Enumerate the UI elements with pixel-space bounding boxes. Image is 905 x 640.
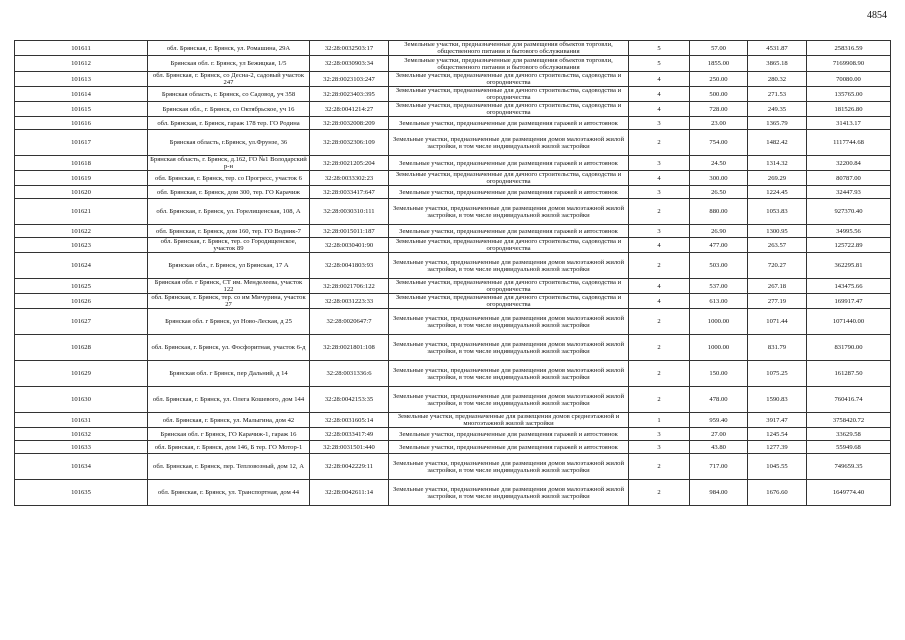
group-cell: 4 [629,279,690,294]
unit-value-cell: 1482.42 [748,130,807,156]
unit-value-cell: 1300.95 [748,225,807,238]
table-row [15,253,891,279]
cadastral-value-cell: 161287.50 [807,361,891,387]
group-cell: 3 [629,186,690,199]
cadastral-value-cell: 135765.00 [807,87,891,102]
group-cell: 3 [629,156,690,171]
row-number-cell: 101629 [15,361,148,387]
row-number-cell: 101624 [15,253,148,279]
row-number-cell: 101612 [15,56,148,72]
group-cell: 2 [629,361,690,387]
unit-value-cell: 271.53 [748,87,807,102]
page-number: 4854 [867,10,887,21]
address-cell: Брянская обл. г Брянск, ул Ново-Леская, д 25 [148,309,310,335]
group-cell: 4 [629,72,690,87]
address-cell: обл. Брянская, г. Брянск, тер. со Городищенское, участок 89 [148,238,310,253]
row-number-cell: 101618 [15,156,148,171]
table-row [15,171,891,186]
cadastral-number-cell: 32:28:0033417:49 [310,428,389,441]
cadastral-value-cell: 143475.66 [807,279,891,294]
cadastral-number-cell: 32:28:0042153:35 [310,387,389,413]
cadastral-value-cell: 31413.17 [807,117,891,130]
cadastral-number-cell: 32:28:0030401:90 [310,238,389,253]
area-cell: 1000.00 [690,335,748,361]
address-cell: обл. Брянская, г. Брянск, пер. Тепловозный, дом 12, А [148,454,310,480]
table-row [15,279,891,294]
area-cell: 500.00 [690,87,748,102]
group-cell: 2 [629,309,690,335]
area-cell: 1855.00 [690,56,748,72]
row-number-cell: 101622 [15,225,148,238]
area-cell: 503.00 [690,253,748,279]
address-cell: обл. Брянская, г. Брянск, гараж 178 тер. ГО Родина [148,117,310,130]
cadastral-number-cell: 32:28:0042611:14 [310,480,389,506]
table-row [15,480,891,506]
unit-value-cell: 1676.60 [748,480,807,506]
table-row [15,441,891,454]
cadastral-value-cell: 169917.47 [807,294,891,309]
table-row [15,87,891,102]
address-cell: Брянская обл., г. Брянск, ул Брянская, 17 А [148,253,310,279]
address-cell: обл. Брянская, г. Брянск, дом 300, тер. ГО Карачиж [148,186,310,199]
land-use-type-cell: Земельные участки, предназначенные для дачного строительства, садоводства и огородничества [389,279,629,294]
land-use-type-cell: Земельные участки, предназначенные для размещения гаражей и автостоянок [389,117,629,130]
land-use-type-cell: Земельные участки, предназначенные для размещения гаражей и автостоянок [389,225,629,238]
group-cell: 4 [629,171,690,186]
cadastral-value-cell: 32447.93 [807,186,891,199]
land-use-type-cell: Земельные участки, предназначенные для размещения домов малоэтажной жилой застройки, в том числе индивидуальной жилой застройки [389,387,629,413]
cadastral-value-cell: 181526.80 [807,102,891,117]
land-use-type-cell: Земельные участки, предназначенные для дачного строительства, садоводства и огородничества [389,171,629,186]
unit-value-cell: 1314.32 [748,156,807,171]
address-cell: Брянская обл. г Брянск, пер Дальний, д 14 [148,361,310,387]
area-cell: 537.00 [690,279,748,294]
group-cell: 4 [629,87,690,102]
area-cell: 150.00 [690,361,748,387]
row-number-cell: 101616 [15,117,148,130]
land-use-type-cell: Земельные участки, предназначенные для дачного строительства, садоводства и огородничества [389,72,629,87]
cadastral-value-cell: 70080.00 [807,72,891,87]
row-number-cell: 101619 [15,171,148,186]
cadastral-number-cell: 32:28:0031336:6 [310,361,389,387]
land-use-type-cell: Земельные участки, предназначенные для размещения домов малоэтажной жилой застройки, в том числе индивидуальной жилой застройки [389,454,629,480]
area-cell: 717.00 [690,454,748,480]
group-cell: 3 [629,441,690,454]
row-number-cell: 101635 [15,480,148,506]
land-use-type-cell: Земельные участки, предназначенные для размещения домов среднеэтажной и многоэтажной жилой застройки [389,413,629,428]
row-number-cell: 101628 [15,335,148,361]
cadastral-value-cell: 7169908.90 [807,56,891,72]
table-row [15,225,891,238]
address-cell: обл. Брянская, г. Брянск, ул. Транспортная, дом 44 [148,480,310,506]
group-cell: 3 [629,225,690,238]
area-cell: 754.00 [690,130,748,156]
group-cell: 4 [629,294,690,309]
area-cell: 27.00 [690,428,748,441]
address-cell: обл. Брянская, г. Брянск, тер. со Прогресс, участок 6 [148,171,310,186]
cadastral-number-cell: 32:28:0031605:14 [310,413,389,428]
table-row [15,413,891,428]
unit-value-cell: 1045.55 [748,454,807,480]
cadastral-number-cell: 32:28:0031223:33 [310,294,389,309]
row-number-cell: 101627 [15,309,148,335]
land-use-type-cell: Земельные участки, предназначенные для дачного строительства, садоводства и огородничества [389,238,629,253]
table-row [15,186,891,199]
row-number-cell: 101630 [15,387,148,413]
land-use-type-cell: Земельные участки, предназначенные для размещения домов малоэтажной жилой застройки, в том числе индивидуальной жилой застройки [389,130,629,156]
table-row [15,238,891,253]
address-cell: обл. Брянская, г. Брянск, со Десна-2, садовый участок 247 [148,72,310,87]
row-number-cell: 101615 [15,102,148,117]
land-use-type-cell: Земельные участки, предназначенные для размещения домов малоэтажной жилой застройки, в том числе индивидуальной жилой застройки [389,199,629,225]
cadastral-number-cell: 32:28:0041803:93 [310,253,389,279]
area-cell: 880.00 [690,199,748,225]
land-use-type-cell: Земельные участки, предназначенные для размещения гаражей и автостоянок [389,428,629,441]
area-cell: 26.90 [690,225,748,238]
row-number-cell: 101625 [15,279,148,294]
cadastral-number-cell: 32:28:0030903:34 [310,56,389,72]
cadastral-number-cell: 32:28:0023403:395 [310,87,389,102]
land-use-type-cell: Земельные участки, предназначенные для размещения домов малоэтажной жилой застройки, в том числе индивидуальной жилой застройки [389,309,629,335]
area-cell: 57.00 [690,41,748,56]
unit-value-cell: 3917.47 [748,413,807,428]
area-cell: 300.00 [690,171,748,186]
unit-value-cell: 1365.79 [748,117,807,130]
land-use-type-cell: Земельные участки, предназначенные для дачного строительства, садоводства и огородничества [389,87,629,102]
unit-value-cell: 280.32 [748,72,807,87]
cadastral-value-cell: 258316.59 [807,41,891,56]
land-use-type-cell: Земельные участки, предназначенные для размещения домов малоэтажной жилой застройки, в том числе индивидуальной жилой застройки [389,335,629,361]
cadastral-value-cell: 760416.74 [807,387,891,413]
table-row [15,56,891,72]
cadastral-number-cell: 32:28:0030310:111 [310,199,389,225]
unit-value-cell: 3865.18 [748,56,807,72]
cadastral-value-cell: 362295.81 [807,253,891,279]
cadastral-value-cell: 1649774.40 [807,480,891,506]
cadastral-value-cell: 125722.89 [807,238,891,253]
address-cell: Брянская обл. г Брянск, СТ им. Менделеева, участок 122 [148,279,310,294]
unit-value-cell: 269.29 [748,171,807,186]
land-use-type-cell: Земельные участки, предназначенные для размещения домов малоэтажной жилой застройки, в том числе индивидуальной жилой застройки [389,361,629,387]
group-cell: 5 [629,56,690,72]
land-use-type-cell: Земельные участки, предназначенные для размещения гаражей и автостоянок [389,186,629,199]
land-use-type-cell: Земельные участки, предназначенные для дачного строительства, садоводства и огородничества [389,294,629,309]
table-row [15,72,891,87]
row-number-cell: 101632 [15,428,148,441]
unit-value-cell: 1075.25 [748,361,807,387]
table-row [15,309,891,335]
unit-value-cell: 249.35 [748,102,807,117]
row-number-cell: 101634 [15,454,148,480]
address-cell: Брянская обл. г. Брянск, ул Бежицкая, 1/5 [148,56,310,72]
area-cell: 26.50 [690,186,748,199]
cadastral-number-cell: 32:28:0015011:187 [310,225,389,238]
area-cell: 250.00 [690,72,748,87]
area-cell: 613.00 [690,294,748,309]
unit-value-cell: 4531.87 [748,41,807,56]
area-cell: 477.00 [690,238,748,253]
cadastral-number-cell: 32:28:0033302:23 [310,171,389,186]
cadastral-value-cell: 927370.40 [807,199,891,225]
row-number-cell: 101613 [15,72,148,87]
cadastral-value-cell: 3758420.72 [807,413,891,428]
unit-value-cell: 1053.83 [748,199,807,225]
unit-value-cell: 1224.45 [748,186,807,199]
cadastral-value-table [14,40,891,506]
unit-value-cell: 263.57 [748,238,807,253]
table-row [15,294,891,309]
cadastral-value-cell: 1117744.68 [807,130,891,156]
group-cell: 2 [629,335,690,361]
row-number-cell: 101617 [15,130,148,156]
address-cell: обл. Брянская, г. Брянск, ул. Ромашина, 29А [148,41,310,56]
table-row [15,102,891,117]
cadastral-value-cell: 55949.68 [807,441,891,454]
unit-value-cell: 1277.39 [748,441,807,454]
table-row [15,428,891,441]
address-cell: обл. Брянская, г. Брянск, ул. Олега Кошевого, дом 144 [148,387,310,413]
row-number-cell: 101621 [15,199,148,225]
row-number-cell: 101631 [15,413,148,428]
unit-value-cell: 267.18 [748,279,807,294]
address-cell: Брянская область, г. Брянск, со Садовод, уч 358 [148,87,310,102]
address-cell: обл. Брянская, г. Брянск, ул. Фосфоритная, участок 6-д [148,335,310,361]
unit-value-cell: 1245.54 [748,428,807,441]
group-cell: 3 [629,428,690,441]
group-cell: 2 [629,480,690,506]
area-cell: 984.00 [690,480,748,506]
table-row [15,41,891,56]
cadastral-value-cell: 80787.00 [807,171,891,186]
group-cell: 1 [629,413,690,428]
cadastral-number-cell: 32:28:0032008:209 [310,117,389,130]
group-cell: 2 [629,454,690,480]
table-row [15,454,891,480]
cadastral-value-cell: 1071440.00 [807,309,891,335]
address-cell: Брянская обл. г Брянск, ГО Карачиж-1, гараж 16 [148,428,310,441]
cadastral-number-cell: 32:28:0021706:122 [310,279,389,294]
row-number-cell: 101623 [15,238,148,253]
table-row [15,335,891,361]
land-use-type-cell: Земельные участки, предназначенные для размещения объектов торговли, общественного питания и бытового обслуживания [389,41,629,56]
cadastral-number-cell: 32:28:0020647:7 [310,309,389,335]
address-cell: обл. Брянская, г. Брянск, дом 146, Б тер. ГО Мотор-1 [148,441,310,454]
cadastral-number-cell: 32:28:0033417:647 [310,186,389,199]
land-use-type-cell: Земельные участки, предназначенные для дачного строительства, садоводства и огородничества [389,102,629,117]
table-row [15,130,891,156]
address-cell: обл. Брянская, г. Брянск, ул. Малыгина, дом 42 [148,413,310,428]
land-use-type-cell: Земельные участки, предназначенные для размещения домов малоэтажной жилой застройки, в том числе индивидуальной жилой застройки [389,480,629,506]
address-cell: обл. Брянская, г. Брянск, ул. Горелищенская, 108, А [148,199,310,225]
cadastral-number-cell: 32:28:0032306:109 [310,130,389,156]
row-number-cell: 101626 [15,294,148,309]
cadastral-value-cell: 749659.35 [807,454,891,480]
group-cell: 3 [629,117,690,130]
row-number-cell: 101620 [15,186,148,199]
unit-value-cell: 1590.83 [748,387,807,413]
cadastral-number-cell: 32:28:0041214:27 [310,102,389,117]
table-row [15,387,891,413]
group-cell: 4 [629,102,690,117]
land-use-type-cell: Земельные участки, предназначенные для размещения гаражей и автостоянок [389,441,629,454]
address-cell: обл. Брянская, г. Брянск, дом 160, тер. ГО Водник-7 [148,225,310,238]
area-cell: 478.00 [690,387,748,413]
area-cell: 959.40 [690,413,748,428]
group-cell: 2 [629,253,690,279]
unit-value-cell: 1071.44 [748,309,807,335]
land-use-type-cell: Земельные участки, предназначенные для размещения объектов торговли, общественного питания и бытового обслуживания [389,56,629,72]
address-cell: Брянская область, г. Брянск, д.162, ГО №1 Володарский р-н [148,156,310,171]
group-cell: 5 [629,41,690,56]
cadastral-value-cell: 34995.56 [807,225,891,238]
table-row [15,156,891,171]
cadastral-number-cell: 32:28:0021801:108 [310,335,389,361]
table-row [15,117,891,130]
cadastral-number-cell: 32:28:0032503:17 [310,41,389,56]
table-row [15,199,891,225]
area-cell: 24.50 [690,156,748,171]
cadastral-number-cell: 32:28:0031501:440 [310,441,389,454]
row-number-cell: 101611 [15,41,148,56]
unit-value-cell: 277.19 [748,294,807,309]
row-number-cell: 101614 [15,87,148,102]
cadastral-number-cell: 32:28:0042229:11 [310,454,389,480]
group-cell: 2 [629,199,690,225]
land-use-type-cell: Земельные участки, предназначенные для размещения домов малоэтажной жилой застройки, в том числе индивидуальной жилой застройки [389,253,629,279]
cadastral-value-cell: 831790.00 [807,335,891,361]
group-cell: 2 [629,130,690,156]
group-cell: 4 [629,238,690,253]
area-cell: 43.80 [690,441,748,454]
cadastral-value-cell: 33629.58 [807,428,891,441]
cadastral-number-cell: 32:28:0021205:204 [310,156,389,171]
area-cell: 728.00 [690,102,748,117]
group-cell: 2 [629,387,690,413]
area-cell: 23.00 [690,117,748,130]
address-cell: обл. Брянская, г. Брянск, тер. со им Мичурина, участок 27 [148,294,310,309]
table-row [15,361,891,387]
area-cell: 1000.00 [690,309,748,335]
address-cell: Брянская обл., г. Брянск, со Октябрьское, уч 16 [148,102,310,117]
address-cell: Брянская область, г.Брянск, ул.Фрунзе, 36 [148,130,310,156]
unit-value-cell: 720.27 [748,253,807,279]
land-use-type-cell: Земельные участки, предназначенные для размещения гаражей и автостоянок [389,156,629,171]
unit-value-cell: 831.79 [748,335,807,361]
cadastral-value-cell: 32200.84 [807,156,891,171]
cadastral-number-cell: 32:28:0023103:247 [310,72,389,87]
row-number-cell: 101633 [15,441,148,454]
